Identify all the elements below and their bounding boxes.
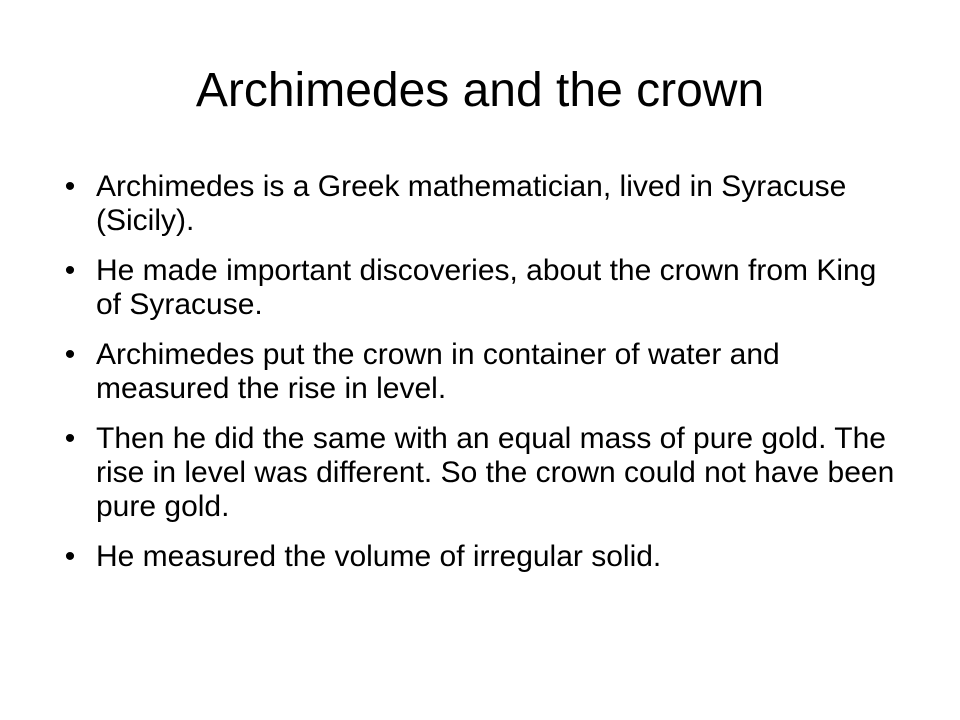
bullet-marker: • [64, 338, 76, 371]
bullet-text: Archimedes put the crown in container of water and measured the rise in level. [96, 338, 780, 405]
bullet-marker: • [64, 170, 76, 203]
bullet-item [60, 540, 900, 574]
slide-title: Archimedes and the crown [195, 64, 765, 117]
bullet-text: He measured the volume of irregular solid. [96, 540, 662, 573]
bullet-text: He made important discoveries, about the crown from King of Syracuse. [96, 254, 877, 321]
bullet-text: Archimedes is a Greek mathematician, lived in Syracuse (Sicily). [96, 170, 847, 237]
bullet-marker: • [64, 422, 76, 455]
bullet-list [60, 170, 900, 590]
bullet-item [60, 422, 900, 524]
bullet-item [60, 338, 900, 406]
bullet-item [60, 170, 900, 238]
bullet-marker: • [64, 540, 76, 573]
bullet-marker: • [64, 254, 76, 287]
bullet-text: Then he did the same with an equal mass of pure gold. The rise in level was different. So the crown could not have been pure gold. [96, 422, 895, 523]
bullet-item [60, 254, 900, 322]
